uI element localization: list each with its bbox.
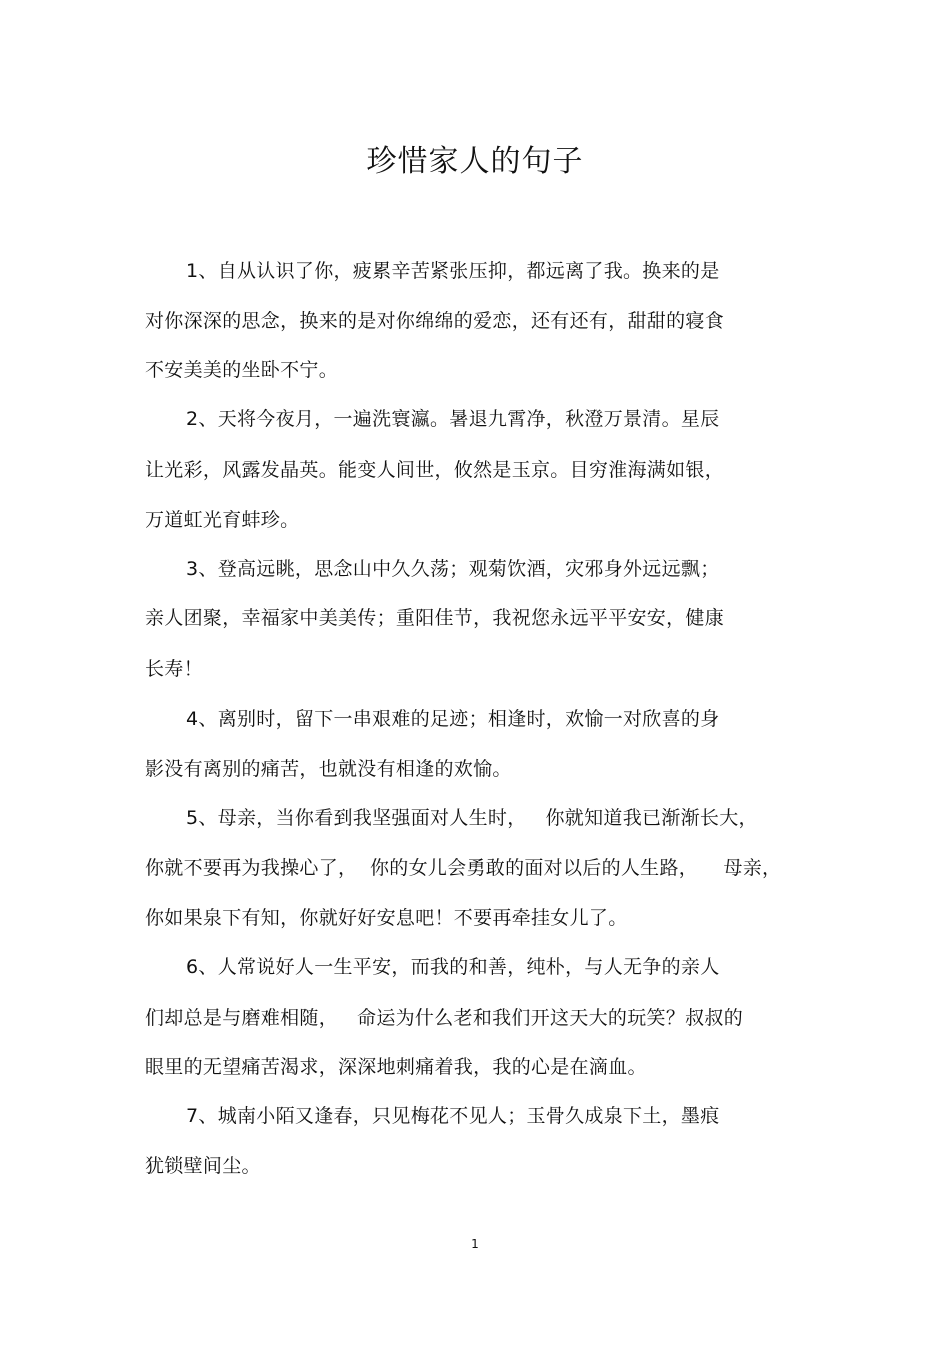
paragraph-5-line-1: 5、母亲，当你看到我坚强面对人生时， 你就知道我已渐渐长大， bbox=[186, 807, 758, 829]
paragraph-7-line-1: 7、城南小陌又逢春，只见梅花不见人；玉骨久成泉下土，墨痕 bbox=[186, 1105, 720, 1127]
paragraph-2-line-2: 让光彩，风露发晶英。能变人间世，攸然是玉京。目穷淮海满如银， bbox=[145, 459, 725, 481]
paragraph-6-line-1: 6、人常说好人一生平安，而我的和善，纯朴，与人无争的亲人 bbox=[186, 956, 720, 978]
paragraph-7-line-2: 犹锁壁间尘。 bbox=[145, 1155, 261, 1177]
paragraph-5-line-2: 你就不要再为我操心了， 你的女儿会勇敢的面对以后的人生路， 母亲， bbox=[145, 857, 782, 879]
paragraph-2-line-3: 万道虹光育蚌珍。 bbox=[145, 509, 300, 531]
paragraph-1-line-2: 对你深深的思念，换来的是对你绵绵的爱恋，还有还有，甜甜的寝食 bbox=[145, 310, 725, 332]
paragraph-2-line-1: 2、天将今夜月，一遍洗寰瀛。暑退九霄净，秋澄万景清。星辰 bbox=[186, 408, 720, 430]
paragraph-4-line-1: 4、离别时，留下一串艰难的足迹；相逢时，欢愉一对欣喜的身 bbox=[186, 708, 720, 730]
paragraph-1-line-3: 不安美美的坐卧不宁。 bbox=[145, 359, 339, 381]
paragraph-1-line-1: 1、自从认识了你，疲累辛苦紧张压抑，都远离了我。换来的是 bbox=[186, 260, 720, 282]
paragraph-3-line-1: 3、登高远眺，思念山中久久荡；观菊饮酒，灾邪身外远远飘； bbox=[186, 558, 720, 580]
page-number: 1 bbox=[471, 1237, 479, 1251]
paragraph-3-line-3: 长寿！ bbox=[145, 658, 203, 680]
paragraph-6-line-3: 眼里的无望痛苦渴求，深深地刺痛着我，我的心是在滴血。 bbox=[145, 1056, 647, 1078]
document-title: 珍惜家人的句子 bbox=[366, 144, 584, 179]
paragraph-5-line-3: 你如果泉下有知，你就好好安息吧！不要再牵挂女儿了。 bbox=[145, 907, 628, 929]
paragraph-3-line-2: 亲人团聚，幸福家中美美传；重阳佳节，我祝您永远平平安安，健康 bbox=[145, 607, 725, 629]
paragraph-6-line-2: 们却总是与磨难相随， 命运为什么老和我们开这天大的玩笑？叔叔的 bbox=[145, 1007, 744, 1029]
paragraph-4-line-2: 影没有离别的痛苦，也就没有相逢的欢愉。 bbox=[145, 758, 512, 780]
